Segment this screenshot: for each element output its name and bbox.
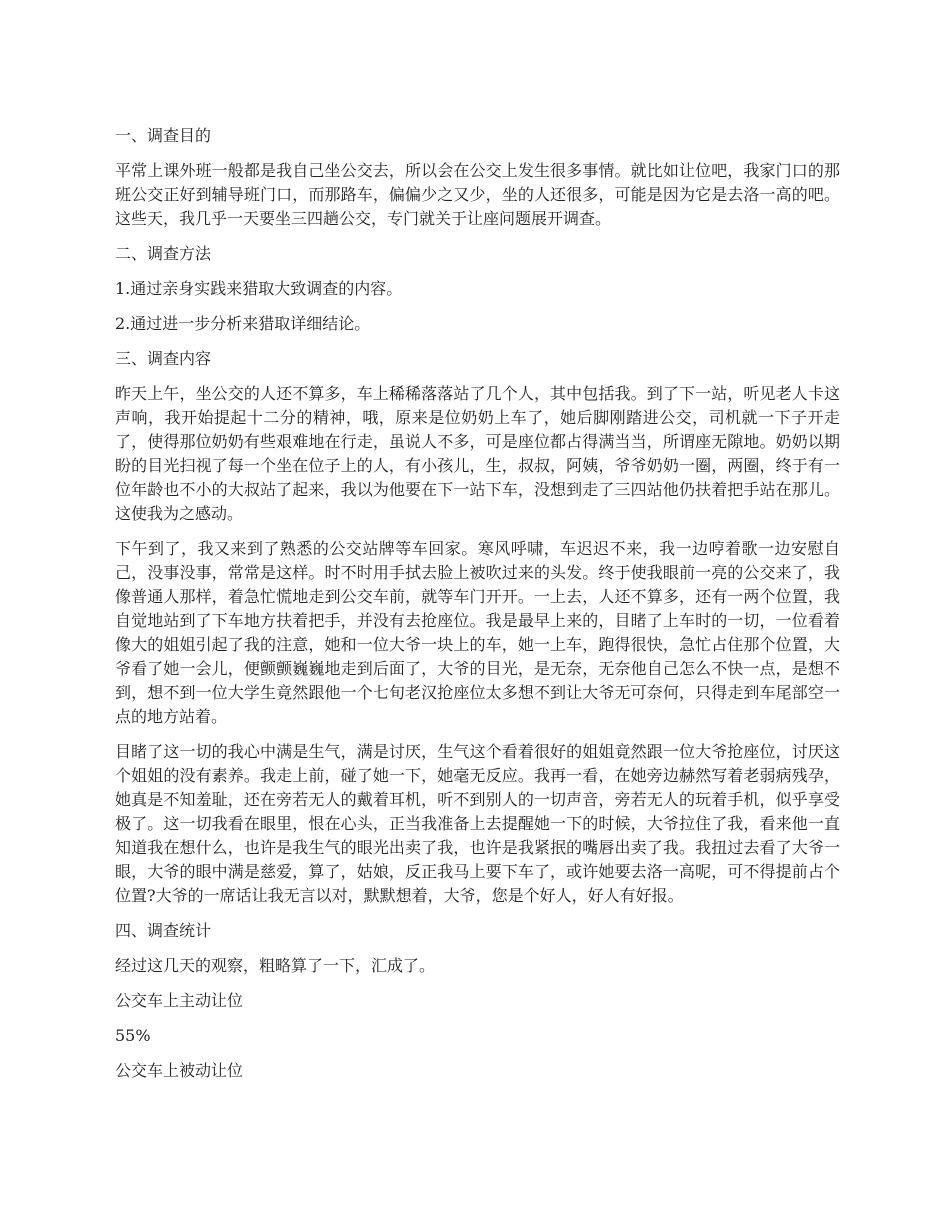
- section-heading-purpose: 一、调查目的: [115, 126, 212, 145]
- stat-label-active-yield: 公交车上主动让位: [115, 991, 244, 1010]
- paragraph-statistics-intro: 经过这几天的观察，粗略算了一下，汇成了。: [115, 956, 436, 975]
- stat-value-active-yield: 55%: [115, 1026, 151, 1045]
- paragraph-morning: 昨天上午，坐公交的人还不算多，车上稀稀落落站了几个人，其中包括我。到了下一站，听见老人卡这声响，我开始提起十二分的精神，哦，原来是位奶奶上车了，她后脚刚踏进公交，司机就一下子开走了，使得那位奶奶有些艰难地在行走，虽说人不多，可是座位都占得满当当，所谓座无隙地。奶奶以期盼的目光扫视了每一个坐在位子上的人，有小孩儿，生，叔叔，阿姨，爷爷奶奶一圈，两圈，终于有一位年龄也不小的大叔站了起来，我以为他要在下一站下车，没想到走了三四站他仍扶着把手站在那儿。这使我为之感动。: [115, 384, 840, 523]
- method-item-2: 2.通过进一步分析来猎取详细结论。: [115, 314, 371, 333]
- stat-label-passive-yield: 公交车上被动让位: [115, 1061, 244, 1080]
- paragraph-afternoon: 下午到了，我又来到了熟悉的公交站牌等车回家。寒风呼啸，车迟迟不来，我一边哼着歌一边安慰自己，没事没事，常常是这样。时不时用手拭去脸上被吹过来的头发。终于使我眼前一亮的公交来了，我像普通人那样，着急忙慌地走到公交车前，就等车门开开。一上去，人还不算多，还有一两个位置，我自觉地站到了下车地方扶着把手，并没有去抢座位。我是最早上来的，目睹了上车时的一切，一位看着像大的姐姐引起了我的注意，她和一位大爷一块上的车，她一上车，跑得很快，急忙占住那个位置，大爷看了她一会儿，便颤颤巍巍地走到后面了，大爷的目光，是无奈，无奈他自己怎么不快一点，是想不到，想不到一位大学生竟然跟他一个七旬老汉抢座位太多想不到让大爷无可奈何，只得走到车尾部空一点的地方站着。: [115, 539, 840, 726]
- paragraph-reflection: 目睹了这一切的我心中满是生气，满是讨厌，生气这个看着很好的姐姐竟然跟一位大爷抢座位，讨厌这个姐姐的没有素养。我走上前，碰了她一下，她毫无反应。我再一看，在她旁边赫然写着老弱病残孕，她真是不知羞耻，还在旁若无人的戴着耳机，听不到别人的一切声音，旁若无人的玩着手机，似乎享受极了。这一切我看在眼里，恨在心头，正当我准备上去提醒她一下的时候，大爷拉住了我，看来他一直知道我在想什么，也许是我生气的眼光出卖了我，也许是我紧抿的嘴唇出卖了我。我扭过去看了大爷一眼，大爷的眼中满是慈爱，算了，姑娘，反正我马上要下车了，或许她要去洛一高呢，可不得提前占个位置?大爷的一席话让我无言以对，默默想着，大爷，您是个好人，好人有好报。: [115, 742, 840, 905]
- section-heading-content: 三、调查内容: [115, 349, 212, 368]
- document-body: [115, 124, 840, 1094]
- method-item-1: 1.通过亲身实践来猎取大致调查的内容。: [115, 279, 403, 298]
- section-heading-statistics: 四、调查统计: [115, 921, 212, 940]
- section-heading-method: 二、调查方法: [115, 244, 212, 263]
- paragraph-purpose: 平常上课外班一般都是我自己坐公交去，所以会在公交上发生很多事情。就比如让位吧，我家门口的那班公交正好到辅导班门口，而那路车，偏偏少之又少，坐的人还很多，可能是因为它是去洛一高的吧。这些天，我几乎一天要坐三四趟公交，专门就关于让座问题展开调查。: [115, 161, 840, 228]
